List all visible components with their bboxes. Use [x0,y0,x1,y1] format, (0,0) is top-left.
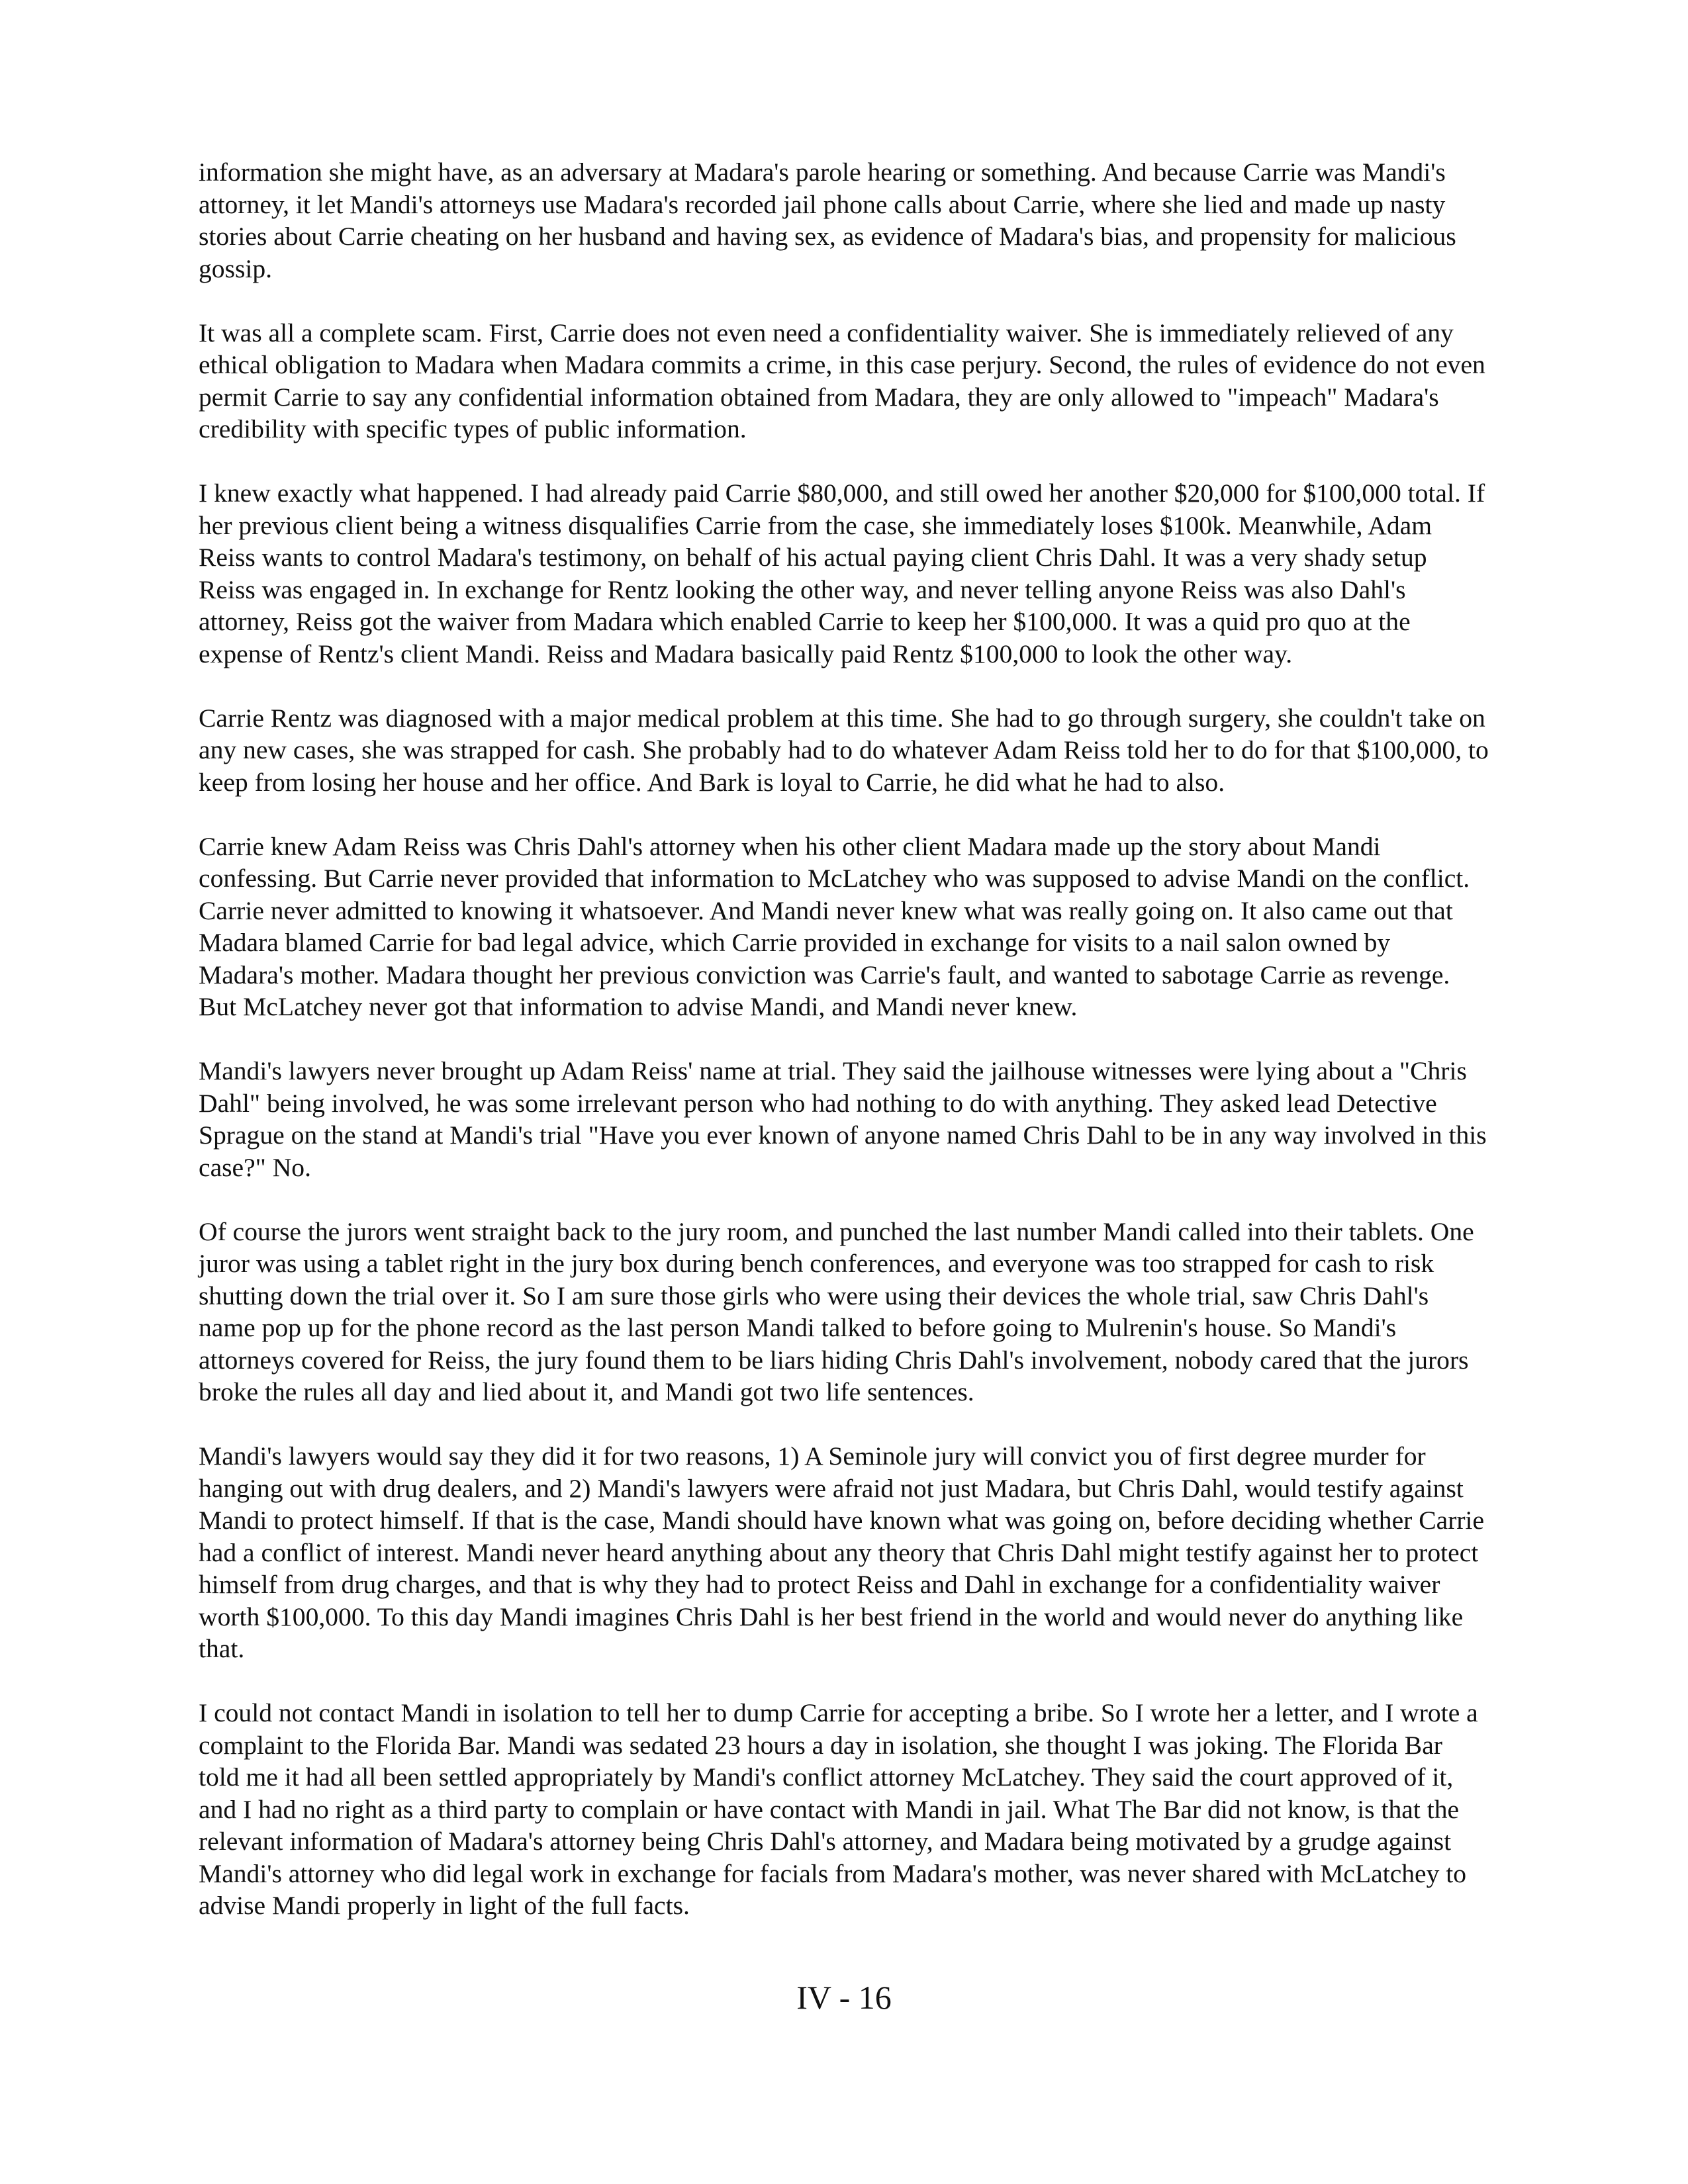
paragraph: I could not contact Mandi in isolation to tell her to dump Carrie for accepting a bribe. So I wrote her a letter, and I wrote a complaint to the Florida Bar. Mandi was sedated 23 hours a day in isolation, she thought I was joking. The Florida Bar told me it had all been settled appropriately by Mandi's conflict attorney McLatchey. They said the court approved of it, and I had no right as a third party to complain or have contact with Mandi in jail. What The Bar did not know, is that the relevant information of Madara's attorney being Chris Dahl's attorney, and Madara being motivated by a grudge against Mandi's attorney who did legal work in exchange for facials from Madara's mother, was never shared with McLatchey to advise Mandi properly in light of the full facts. [199,1698,1478,1920]
page-number: IV - 16 [796,1979,892,2016]
paragraph: I knew exactly what happened. I had already paid Carrie $80,000, and still owed her another $20,000 for $100,000 total. If her previous client being a witness disqualifies Carrie from the case, she immediately loses $100k. Meanwhile, Adam Reiss wants to control Madara's testimony, on behalf of his actual paying client Chris Dahl. It was a very shady setup Reiss was engaged in. In exchange for Rentz looking the other way, and never telling anyone Reiss was also Dahl's attorney, Reiss got the waiver from Madara which enabled Carrie to keep her $100,000. It was a quid pro quo at the expense of Rentz's client Mandi. Reiss and Madara basically paid Rentz $100,000 to look the other way. [199,478,1485,668]
paragraph: Carrie Rentz was diagnosed with a major medical problem at this time. She had to go through surgery, she couldn't take on any new cases, she was strapped for cash. She probably had to do whatever Adam Reiss told her to do for that $100,000, to keep from losing her house and her office. And Bark is loyal to Carrie, he did what he had to also. [199,703,1489,797]
paragraph: It was all a complete scam. First, Carrie does not even need a confidentiality waiver. She is immediately relieved of any ethical obligation to Madara when Madara commits a crime, in this case perjury. Second, the rules of evidence do not even permit Carrie to say any confidential information obtained from Madara, they are only allowed to "impeach" Madara's credibility with specific types of public information. [199,318,1485,443]
paragraph: Of course the jurors went straight back to the jury room, and punched the last number Mandi called into their tablets. One juror was using a tablet right in the jury box during bench conferences, and everyone was too strapped for cash to risk shutting down the trial over it. So I am sure those girls who were using their devices the whole trial, saw Chris Dahl's name pop up for the phone record as the last person Mandi talked to before going to Mulrenin's house. So Mandi's attorneys covered for Reiss, the jury found them to be liars hiding Chris Dahl's involvement, nobody cared that the jurors broke the rules all day and lied about it, and Mandi got two life sentences. [199,1216,1474,1406]
document-body [199,156,1489,1954]
paragraph: Carrie knew Adam Reiss was Chris Dahl's attorney when his other client Madara made up the story about Mandi confessing. But Carrie never provided that information to McLatchey who was supposed to advise Mandi on the conflict. Carrie never admitted to knowing it whatsoever. And Mandi never knew what was really going on. It also came out that Madara blamed Carrie for bad legal advice, which Carrie provided in exchange for visits to a nail salon owned by Madara's mother. Madara thought her previous conviction was Carrie's fault, and wanted to sabotage Carrie as revenge. But McLatchey never got that information to advise Mandi, and Mandi never knew. [199,831,1470,1021]
paragraph: information she might have, as an adversary at Madara's parole hearing or something. And because Carrie was Mandi's attorney, it let Mandi's attorneys use Madara's recorded jail phone calls about Carrie, where she lied and made up nasty stories about Carrie cheating on her husband and having sex, as evidence of Madara's bias, and propensity for malicious gossip. [199,158,1456,283]
paragraph: Mandi's lawyers never brought up Adam Reiss' name at trial. They said the jailhouse witnesses were lying about a "Chris Dahl" being involved, he was some irrelevant person who had nothing to do with anything. They asked lead Detective Sprague on the stand at Mandi's trial "Have you ever known of anyone named Chris Dahl to be in any way involved in this case?" No. [199,1056,1487,1182]
paragraph: Mandi's lawyers would say they did it for two reasons, 1) A Seminole jury will convict you of first degree murder for hanging out with drug dealers, and 2) Mandi's lawyers were afraid not just Madara, but Chris Dahl, would testify against Mandi to protect himself. If that is the case, Mandi should have known what was going on, before deciding whether Carrie had a conflict of interest. Mandi never heard anything about any theory that Chris Dahl might testify against her to protect himself from drug charges, and that is why they had to protect Reiss and Dahl in exchange for a confidentiality waiver worth $100,000. To this day Mandi imagines Chris Dahl is her best friend in the world and would never do anything like that. [199,1441,1485,1663]
